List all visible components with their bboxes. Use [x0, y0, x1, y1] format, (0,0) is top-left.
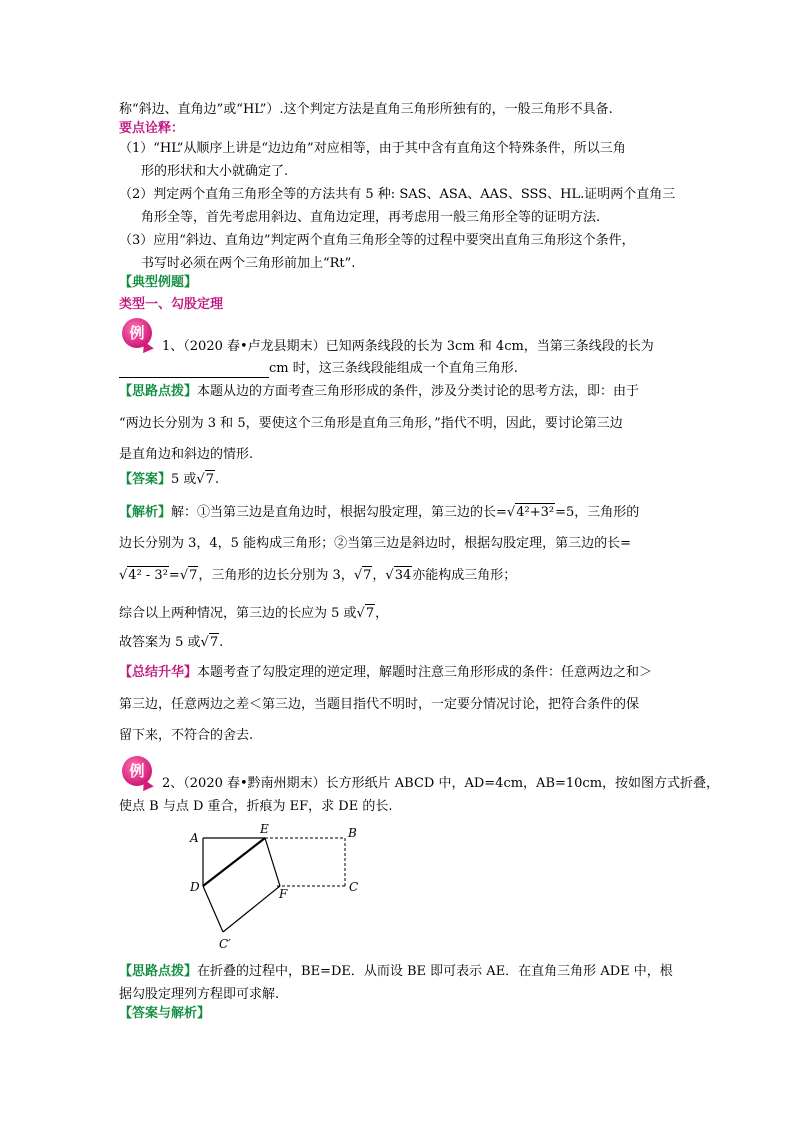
- ex1-question-line1: 1、（2020 春•卢龙县期末）已知两条线段的长为 3cm 和 4cm，当第三条线段的长为: [162, 339, 654, 354]
- key-point-3b: 书写时必须在两个三角形前加上“Rt”.: [141, 256, 356, 271]
- example-badge-2: 例: [122, 756, 152, 786]
- typical-examples-heading: 【典型例题】: [119, 275, 198, 290]
- example-badge-1: 例: [122, 318, 152, 348]
- label-B: B: [348, 826, 357, 840]
- ex1-analysis-line1: 【解析】解：①当第三边是直角边时，根据勾股定理，第三边的长=√4²+3²=5，三角形的: [119, 505, 640, 520]
- label-A: A: [190, 831, 199, 845]
- ex1-summary-line3: 留下来，不符合的舍去.: [119, 728, 254, 743]
- sqrt-7b: √7: [353, 568, 372, 583]
- ex1-hint-line2: “两边长分别为 3 和 5，要使这个三角形是直角三角形，”指代不明，因此，要讨论第三边: [119, 416, 623, 431]
- label-C: C: [349, 880, 359, 894]
- summary-label: 【总结升华】: [119, 665, 198, 680]
- key-point-1b: 形的形状和大小就确定了.: [141, 164, 289, 179]
- label-E: E: [260, 822, 269, 836]
- ex1-question-line2: cm 时，这三条线段能组成一个直角三角形.: [119, 360, 518, 378]
- key-point-2b: 角形全等，首先考虑用斜边、直角边定理，再考虑用一般三角形全等的证明方法.: [141, 210, 601, 225]
- key-point-2a: （2）判定两个直角三角形全等的方法共有 5 种: SAS、ASA、AAS、SSS、HL.证明两个直角三: [119, 187, 676, 202]
- segment-CprimeF: [223, 886, 280, 932]
- sqrt-7: √7: [179, 568, 198, 583]
- sqrt-34: √34: [385, 568, 412, 583]
- ex1-summary-line1: 【总结升华】本题考查了勾股定理的逆定理，解题时注意三角形形成的条件：任意两边之和＞: [119, 665, 653, 680]
- label-F: F: [279, 887, 288, 901]
- label-D: D: [190, 880, 200, 894]
- ex1-hint-line1: 【思路点拨】本题从边的方面考查三角形形成的条件，涉及分类讨论的思考方法，即：由于: [119, 384, 640, 399]
- ex1-hint-line3: 是直角边和斜边的情形.: [119, 447, 254, 462]
- ex2-hint-line1: 【思路点拨】在折叠的过程中，BE=DE．从而设 BE 即可表示 AE．在直角三角形 ADE 中，根: [119, 964, 673, 979]
- ex1-analysis-line3: √4² - 3²=√7，三角形的边长分别为 3，√7，√34亦能构成三角形；: [119, 568, 517, 583]
- sqrt-4sq-minus-3sq: √4² - 3²: [119, 568, 168, 583]
- hint-label: 【思路点拨】: [119, 384, 198, 399]
- ex2-question-line2: 使点 B 与点 D 重合，折痕为 EF，求 DE 的长.: [119, 799, 393, 814]
- segment-DCprime: [203, 886, 223, 932]
- ex1-analysis-line2: 边长分别为 3，4，5 能构成三角形；②当第三边是斜边时，根据勾股定理，第三边的长=: [119, 536, 631, 551]
- key-point-3a: （3）应用“斜边、直角边”判定两个直角三角形全等的过程中要突出直角三角形这个条件，: [119, 233, 635, 248]
- type-one-heading: 类型一、勾股定理: [119, 297, 224, 312]
- analysis-label: 【解析】: [119, 505, 172, 520]
- answer-blank: [119, 364, 269, 378]
- intro-line: 称“斜边、直角边”或“HL”）.这个判定方法是直角三角形所独有的，一般三角形不具备.: [119, 102, 613, 117]
- segment-DE: [203, 838, 265, 886]
- folding-figure: [185, 820, 375, 955]
- ex2-question-line1: 2、（2020 春•黔南州期末）长方形纸片 ABCD 中，AD=4cm，AB=10cm，按如图方式折叠，: [162, 776, 720, 791]
- sqrt-4sq-plus-3sq: √4²+3²: [506, 505, 555, 520]
- ex1-summary-line2: 第三边，任意两边之差＜第三边，当题目指代不明时，一定要分情况讨论，把符合条件的保: [119, 697, 640, 712]
- ex1-conclusion-line1: 综合以上两种情况，第三边的长应为 5 或√7，: [119, 606, 389, 621]
- sqrt-7c: √7: [356, 606, 375, 621]
- answer-label: 【答案】: [119, 472, 172, 487]
- ex2-answer-heading: 【答案与解析】: [119, 1006, 211, 1021]
- segment-EF: [265, 838, 280, 886]
- sqrt-7d: √7: [200, 635, 219, 650]
- label-Cprime: C′: [219, 937, 231, 951]
- hint-label-2: 【思路点拨】: [119, 964, 198, 979]
- sqrt-7-answer: √7: [196, 472, 214, 487]
- ex1-answer: 【答案】5 或√7.: [119, 472, 220, 487]
- key-points-heading: 要点诠释：: [119, 121, 185, 136]
- ex1-conclusion-line2: 故答案为 5 或√7.: [119, 635, 224, 650]
- key-point-1a: （1）“HL”从顺序上讲是“边边角”对应相等，由于其中含有直角这个特殊条件，所以三角: [119, 141, 626, 156]
- ex2-hint-line2: 据勾股定理列方程即可求解.: [119, 987, 280, 1002]
